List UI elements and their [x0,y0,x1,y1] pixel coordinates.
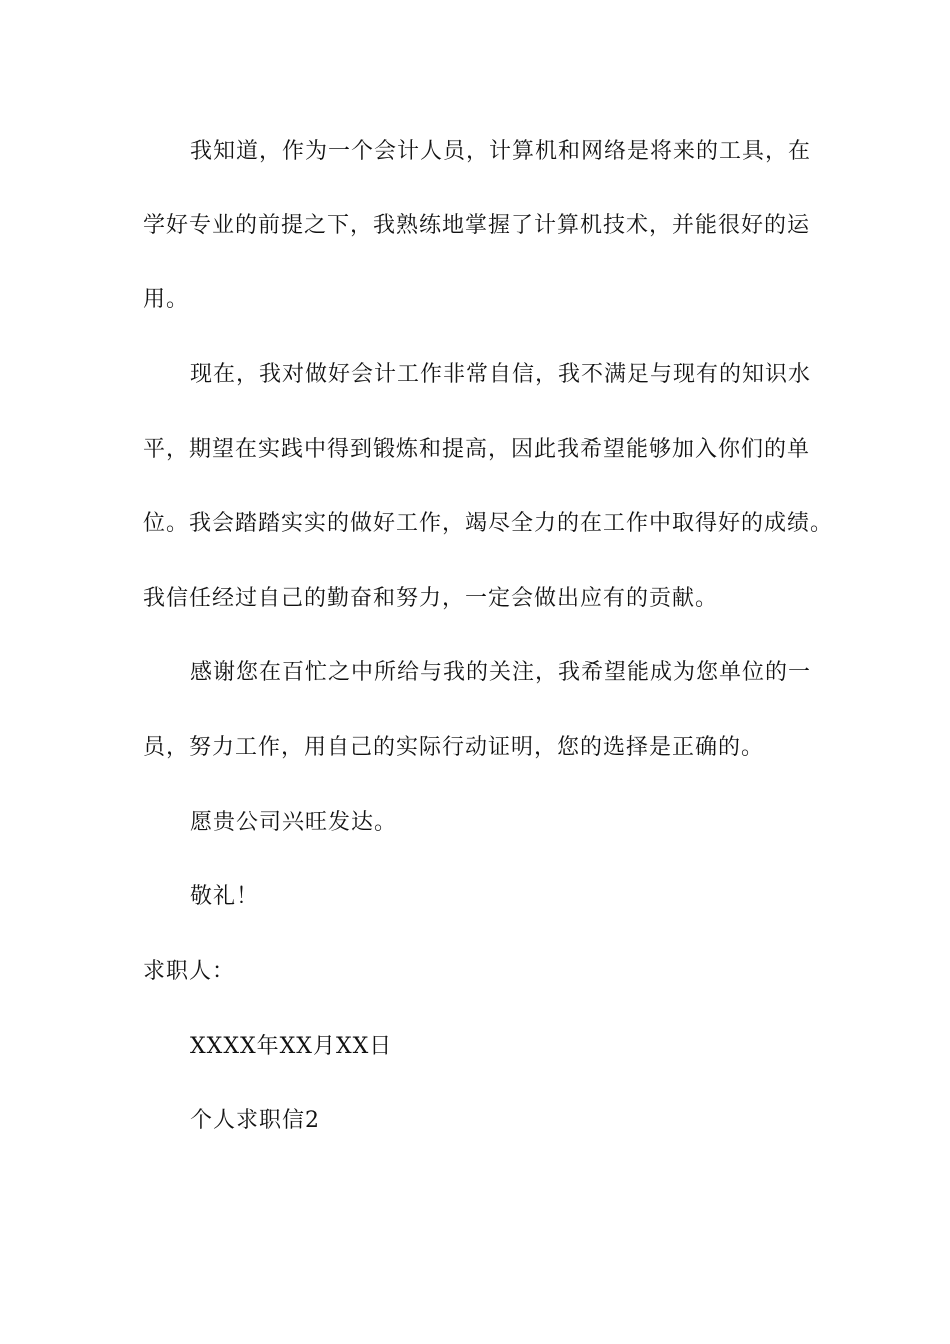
applicant-label: 求职人： [143,959,236,984]
paragraph-3-line-1: 感谢您在百忙之中所给与我的关注，我希望能成为您单位的一 [190,660,812,685]
next-letter-title: 个人求职信2 [190,1108,320,1133]
paragraph-2-line-2: 平，期望在实践中得到锻炼和提高，因此我希望能够加入你们的单 [143,437,811,462]
closing-wish: 愿贵公司兴旺发达。 [190,810,398,835]
letter-date: XXXX年XX月XX日 [190,1034,393,1059]
paragraph-3-line-2: 员，努力工作，用自己的实际行动证明，您的选择是正确的。 [143,735,765,760]
paragraph-1-line-3: 用。 [143,287,190,312]
paragraph-2-line-1: 现在，我对做好会计工作非常自信，我不满足与现有的知识水 [190,362,812,387]
paragraph-2-line-4: 我信任经过自己的勤奋和努力，一定会做出应有的贡献。 [143,586,719,611]
paragraph-2-line-3: 位。我会踏踏实实的做好工作，竭尽全力的在工作中取得好的成绩。 [143,511,834,536]
salutation: 敬礼！ [190,884,260,909]
paragraph-1-line-2: 学好专业的前提之下，我熟练地掌握了计算机技术，并能很好的运 [143,213,811,238]
paragraph-1-line-1: 我知道，作为一个会计人员，计算机和网络是将来的工具，在 [190,139,812,164]
